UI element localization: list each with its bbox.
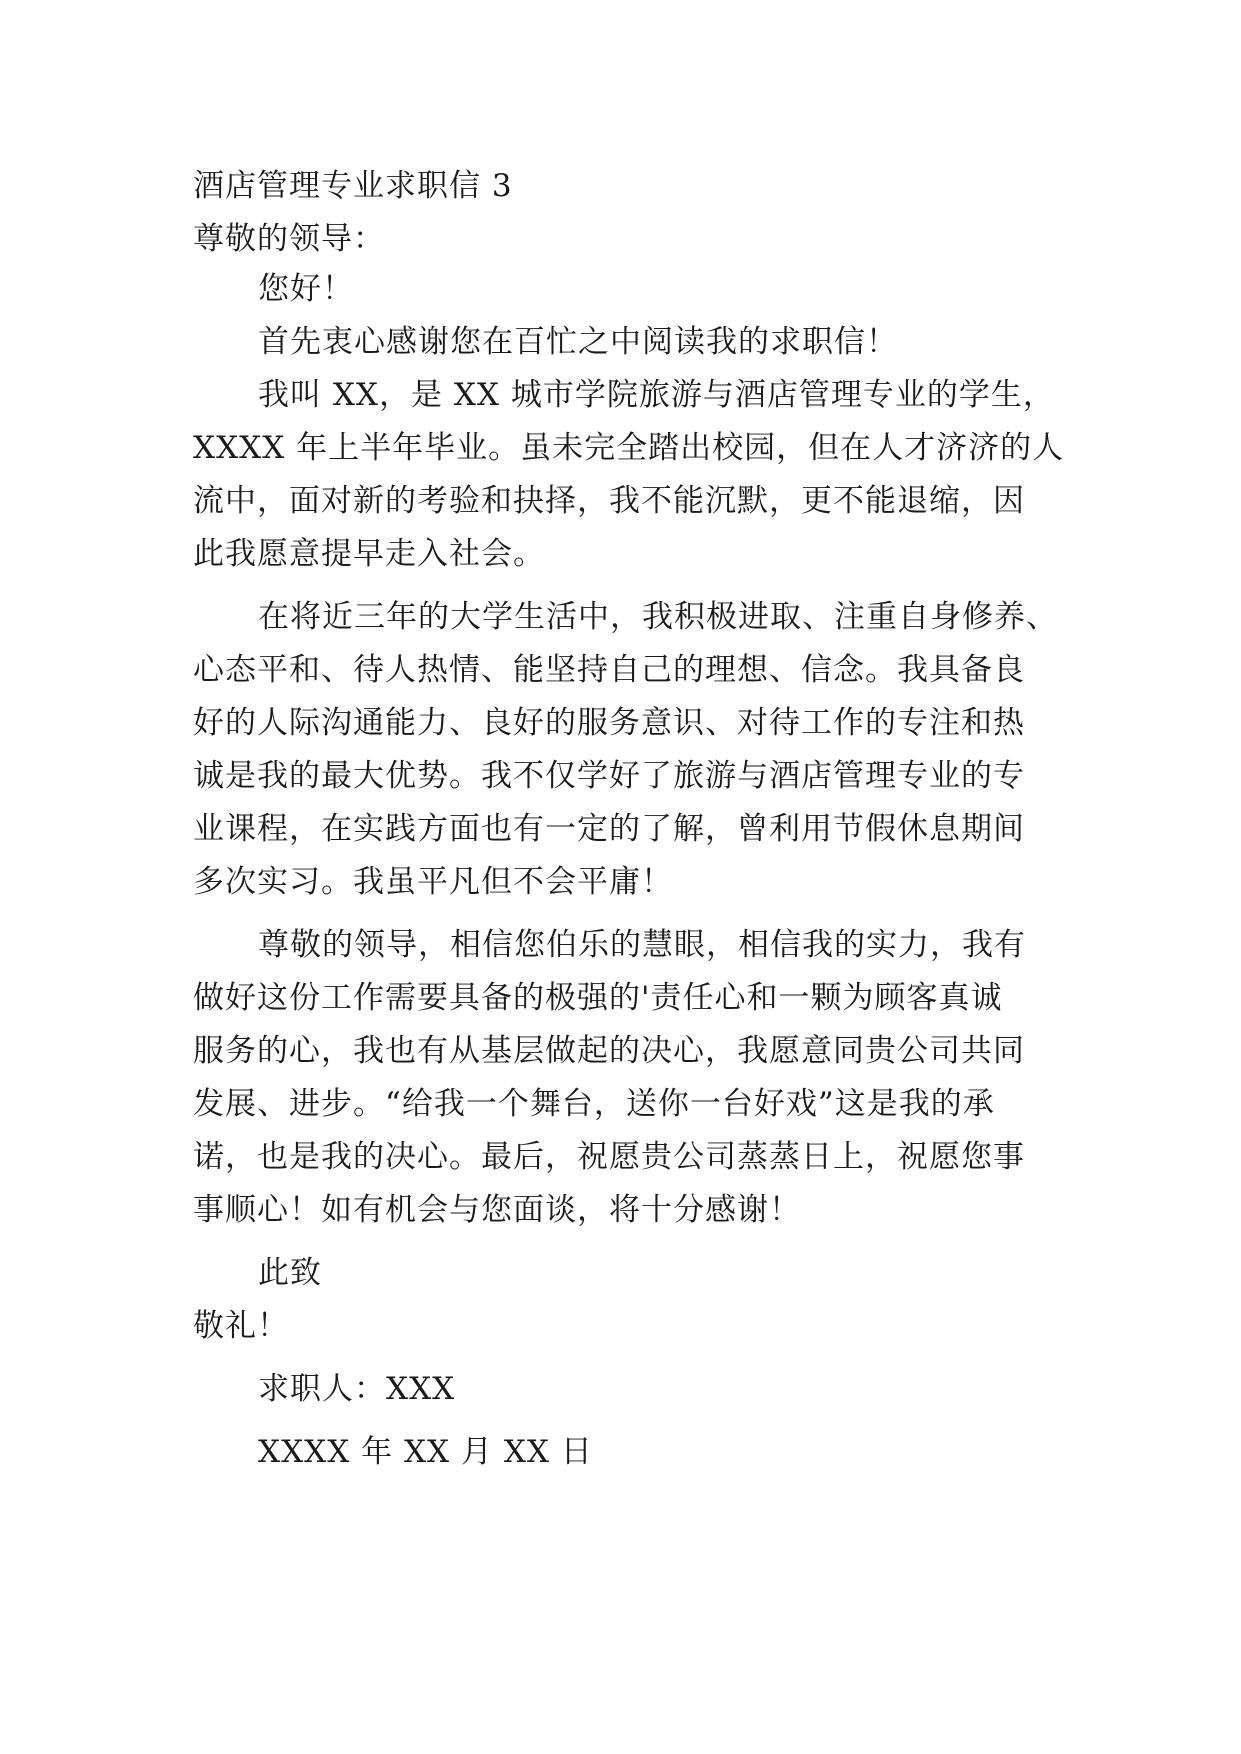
paragraph-intro-line: 我叫 XX，是 XX 城市学院旅游与酒店管理专业的学生， [258,377,1055,413]
paragraph-intro-line: XXXX 年上半年毕业。虽未完全踏出校园，但在人才济济的人 [193,430,1065,466]
paragraph-commitment-line: 尊敬的领导，相信您伯乐的慧眼，相信我的实力，我有 [258,927,1026,963]
document-title: 酒店管理专业求职信 3 [193,168,513,204]
paragraph-thanks: 首先衷心感谢您在百忙之中阅读我的求职信！ [258,324,898,360]
salutation: 尊敬的领导： [193,221,385,257]
signature: 求职人：XXX [258,1371,456,1407]
paragraph-intro-line: 此我愿意提早走入社会。 [193,536,545,572]
paragraph-experience-line: 在将近三年的大学生活中，我积极进取、注重自身修养、 [258,599,1058,635]
paragraph-commitment-line: 服务的心，我也有从基层做起的决心，我愿意同贵公司共同 [193,1033,1025,1069]
paragraph-commitment-line: 诺，也是我的决心。最后，祝愿贵公司蒸蒸日上，祝愿您事 [193,1139,1025,1175]
regards: 敬礼！ [193,1308,289,1344]
paragraph-intro-line: 流中，面对新的考验和抉择，我不能沉默，更不能退缩，因 [193,483,1025,519]
paragraph-experience-line: 好的人际沟通能力、良好的服务意识、对待工作的专注和热 [193,705,1025,741]
paragraph-experience-line: 诚是我的最大优势。我不仅学好了旅游与酒店管理专业的专 [193,758,1025,794]
paragraph-experience-line: 心态平和、待人热情、能坚持自己的理想、信念。我具备良 [193,652,1025,688]
greeting: 您好！ [258,271,354,307]
paragraph-commitment-line: 做好这份工作需要具备的极强的'责任心和一颗为顾客真诚 [193,980,1003,1016]
paragraph-experience-line: 多次实习。我虽平凡但不会平庸！ [193,864,673,900]
paragraph-commitment-line: 发展、进步。“给我一个舞台，送你一台好戏”这是我的承 [193,1086,995,1122]
date: XXXX 年 XX 月 XX 日 [258,1434,593,1470]
closing: 此致 [258,1255,322,1291]
paragraph-commitment-line: 事顺心！如有机会与您面谈，将十分感谢！ [193,1192,801,1228]
paragraph-experience-line: 业课程，在实践方面也有一定的了解，曾利用节假休息期间 [193,811,1025,847]
